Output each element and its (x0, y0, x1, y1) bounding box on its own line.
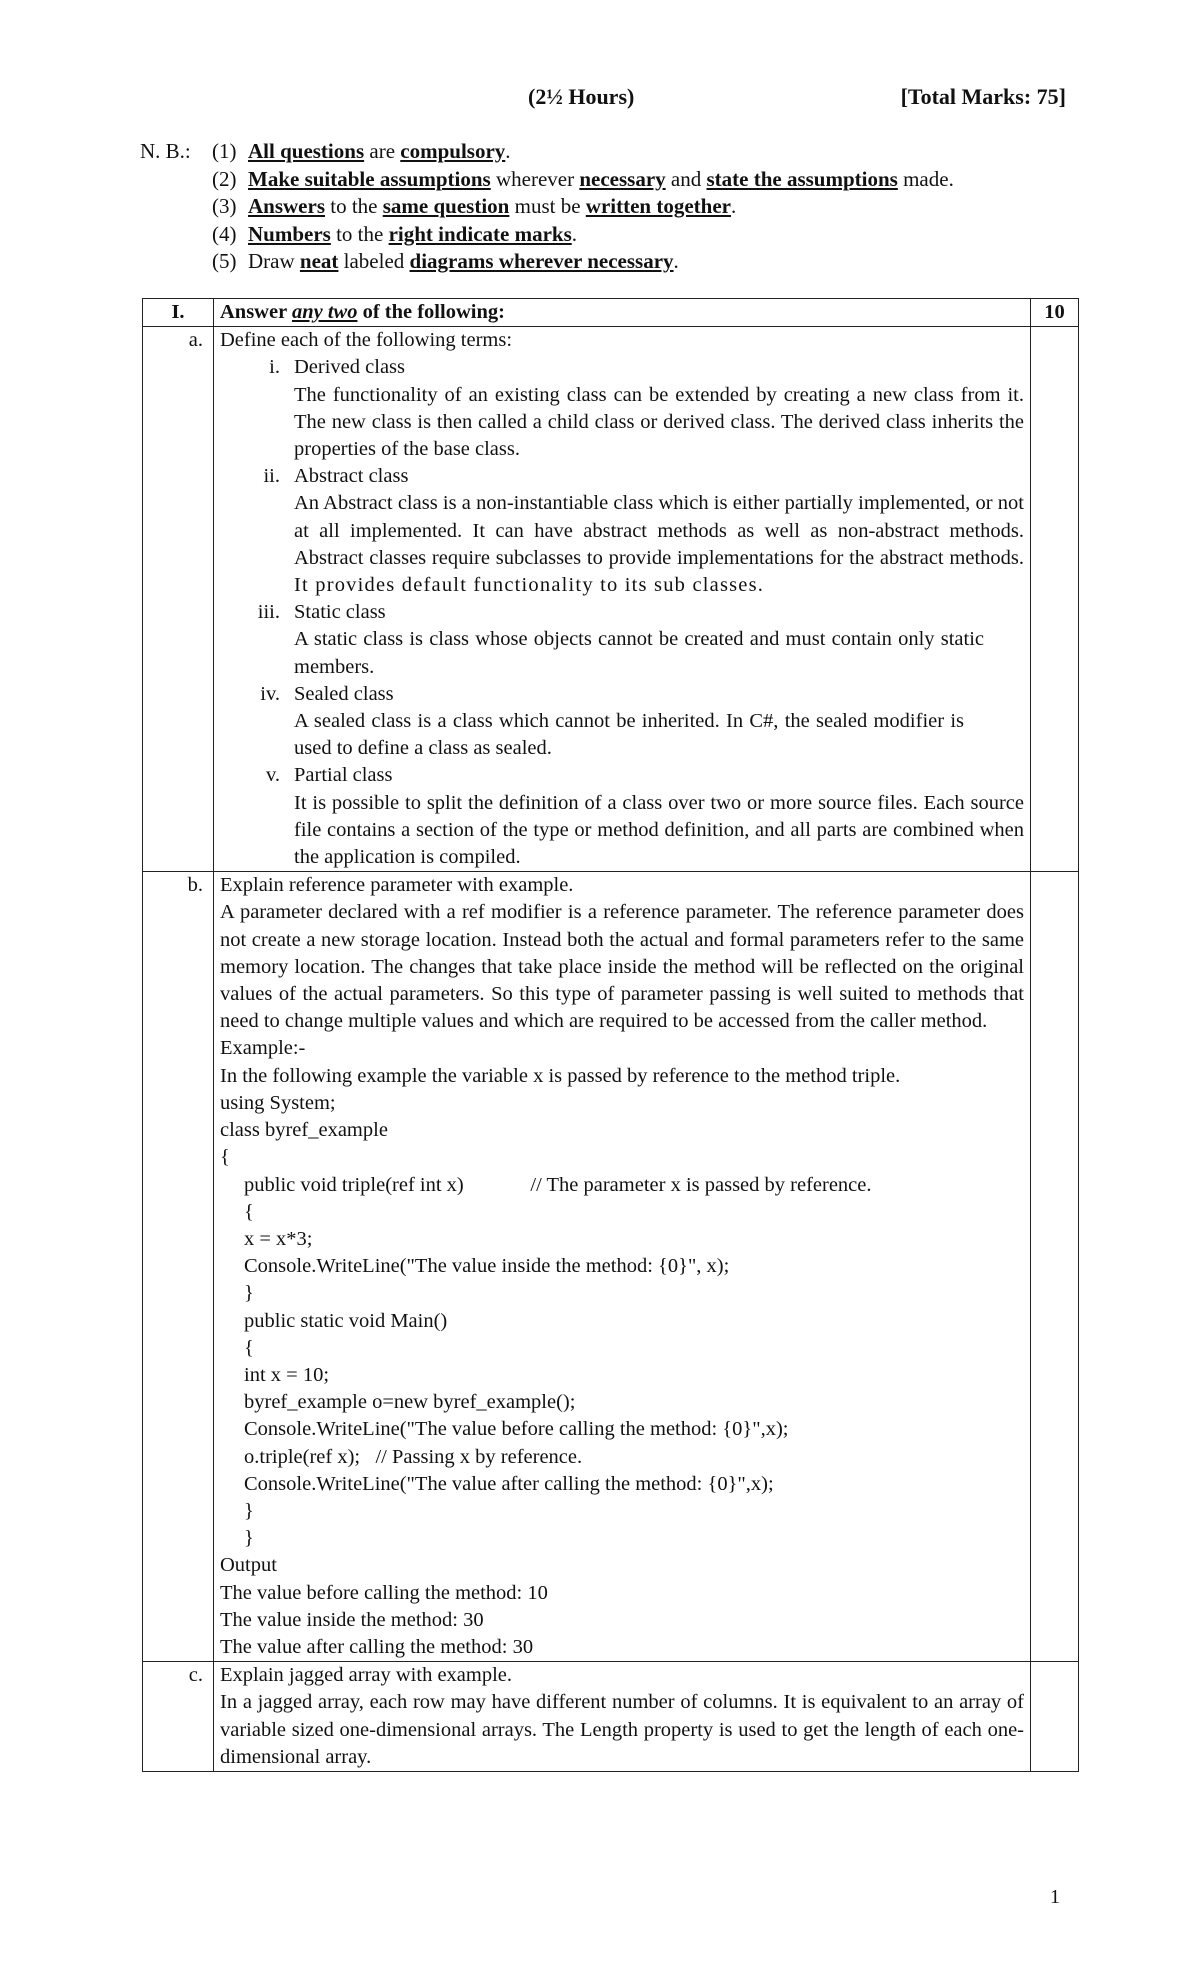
emphasized-text: diagrams wherever necessary (409, 249, 674, 273)
page-number: 1 (1050, 1886, 1060, 1908)
code-block (220, 1090, 1024, 1552)
term-title: Abstract class (294, 465, 409, 488)
term-definition: The functionality of an existing class can be extended by creating a new class from it. The new class is then called a child class or derived class. The derived class inherits the properties of the base class. (294, 383, 1024, 461)
code-line: } (244, 1282, 254, 1305)
instruction-row (140, 248, 954, 276)
code-line: Console.WriteLine("The value after calling the method: {0}",x); (244, 1472, 774, 1495)
part-c-row (143, 1662, 1079, 1772)
term-title: Derived class (294, 356, 405, 379)
emphasized-text: Answers (248, 194, 325, 218)
emphasized-text: right indicate marks (388, 221, 572, 246)
term-number: v. (265, 764, 280, 787)
part-b-label: b. (143, 872, 214, 1662)
code-line: Console.WriteLine("The value inside the method: {0}", x); (244, 1255, 730, 1278)
output-line: The value after calling the method: 30 (220, 1635, 534, 1658)
instruction-number: (4) (212, 221, 237, 246)
plain-text: to the (330, 221, 389, 246)
term-item (220, 681, 1024, 763)
instructions-block (140, 138, 954, 276)
emphasized-text: neat (299, 249, 339, 273)
instruction-row (140, 166, 954, 194)
plain-text: and (665, 166, 707, 191)
plain-text: must be (509, 194, 586, 218)
instruction-text (248, 193, 736, 221)
instruction-row (140, 193, 954, 221)
plain-text: to the (325, 194, 383, 218)
emphasized-text: state the assumptions (706, 166, 898, 191)
term-item (220, 599, 1024, 681)
plain-text: . (571, 221, 577, 246)
term-number: iii. (257, 601, 280, 624)
code-line: } (244, 1527, 254, 1550)
part-b-explanation: A parameter declared with a ref modifier is a reference parameter. The reference parameter does not create a new storage location. Instead both the actual and formal parameters refer to the same memory location. The changes that take place inside the method will be reflected on the original values of the actual parameters. So this type of parameter passing is well suited to methods that need to change multiple values and which are required to be accessed from the caller method. (220, 901, 1024, 1033)
code-line: { (220, 1146, 230, 1169)
part-a-content (214, 327, 1031, 872)
plain-text: . (673, 249, 679, 273)
term-number: iv. (260, 682, 280, 705)
code-line: } (244, 1499, 254, 1522)
part-c-explanation: In a jagged array, each row may have different number of columns. It is equivalent to an array of variable sized one-dimensional arrays. The Length property is used to get the length of each one-dimensional array. (220, 1691, 1024, 1768)
part-c-prompt: Explain jagged array with example. (220, 1664, 513, 1687)
example-intro: In the following example the variable x is passed by reference to the method triple. (220, 1064, 901, 1087)
plain-text: made. (897, 166, 954, 191)
plain-text: labeled (338, 249, 410, 273)
emphasized-text: Make suitable assumptions (248, 166, 491, 191)
duration-header: (2½ Hours) (528, 84, 635, 109)
term-number: ii. (263, 465, 280, 488)
term-item (220, 354, 1024, 463)
plain-text: . (730, 194, 737, 218)
term-item (220, 762, 1024, 871)
question-heading-row (143, 299, 1079, 327)
code-line: public static void Main() (244, 1309, 448, 1332)
part-c-content (214, 1662, 1031, 1772)
plain-text: wherever (490, 166, 580, 191)
part-a-label: a. (143, 327, 214, 872)
question-number: I. (143, 299, 214, 327)
plain-text: . (505, 139, 511, 163)
instruction-number: (3) (212, 194, 237, 218)
code-line: { (244, 1200, 254, 1223)
example-label: Example:- (220, 1037, 306, 1060)
question-table (142, 298, 1079, 1772)
question-heading-emphasis: any two (291, 301, 358, 323)
term-title: Sealed class (294, 682, 394, 705)
part-a-row (143, 327, 1079, 872)
total-marks-header: [Total Marks: 75] (900, 84, 1066, 109)
instruction-text (248, 166, 954, 194)
code-line: x = x*3; (244, 1227, 313, 1250)
term-definition: It is possible to split the definition of a class over two or more source files. Each source file contains a section of the type or method definition, and all parts are combined when the application is compiled. (294, 791, 1024, 869)
term-definition: A sealed class is a class which cannot be inherited. In C#, the sealed modifier is used to define a class as sealed. (294, 710, 964, 760)
instruction-text (248, 221, 577, 249)
code-line: o.triple(ref x); // Passing x by reference. (244, 1445, 583, 1468)
code-line: int x = 10; (244, 1363, 330, 1386)
emphasized-text: All questions (248, 139, 365, 163)
code-line: public void triple(ref int x) // The parameter x is passed by reference. (244, 1173, 872, 1196)
instruction-number: (5) (212, 249, 237, 273)
part-a-prompt: Define each of the following terms: (220, 329, 513, 352)
instruction-text (248, 248, 679, 276)
output-line: The value before calling the method: 10 (220, 1581, 548, 1604)
emphasized-text: same question (382, 194, 510, 218)
question-heading: Answer any two of the following: (214, 299, 1031, 327)
term-definition: A static class is class whose objects cannot be created and must contain only static members. (294, 628, 984, 678)
code-line: byref_example o=new byref_example(); (244, 1391, 576, 1414)
instruction-row (140, 138, 954, 166)
part-c-label: c. (143, 1662, 214, 1772)
part-b-row (143, 872, 1079, 1662)
emphasized-text: compulsory (400, 139, 506, 163)
instruction-number: (2) (212, 166, 237, 191)
plain-text: are (364, 139, 401, 163)
question-marks: 10 (1031, 299, 1079, 327)
emphasized-text: written together (585, 194, 731, 218)
part-b-prompt: Explain reference parameter with example. (220, 874, 574, 897)
plain-text: Draw (248, 249, 300, 273)
term-title: Static class (294, 601, 386, 624)
emphasized-text: Numbers (248, 221, 331, 246)
term-title: Partial class (294, 764, 393, 787)
nb-label: N. B.: (140, 139, 191, 163)
instruction-row (140, 221, 954, 249)
instruction-text (248, 138, 511, 166)
code-line: class byref_example (220, 1119, 388, 1142)
term-definition: An Abstract class is a non-instantiable class which is either partially implemented, or not at all implemented. It can have abstract methods as well as non-abstract methods. Abstract classes require subclasses to provide implementations for the abstract methods. It provides default functionality to its sub classes. (294, 492, 1024, 597)
code-line: Console.WriteLine("The value before calling the method: {0}",x); (244, 1418, 789, 1441)
term-item (220, 463, 1024, 599)
code-line: { (244, 1336, 254, 1359)
code-line: using System; (220, 1091, 336, 1114)
term-number: i. (269, 356, 280, 379)
instruction-number: (1) (212, 139, 237, 163)
output-line: The value inside the method: 30 (220, 1608, 484, 1631)
output-label: Output (220, 1554, 277, 1577)
emphasized-text: necessary (579, 166, 666, 191)
part-b-content (214, 872, 1031, 1662)
